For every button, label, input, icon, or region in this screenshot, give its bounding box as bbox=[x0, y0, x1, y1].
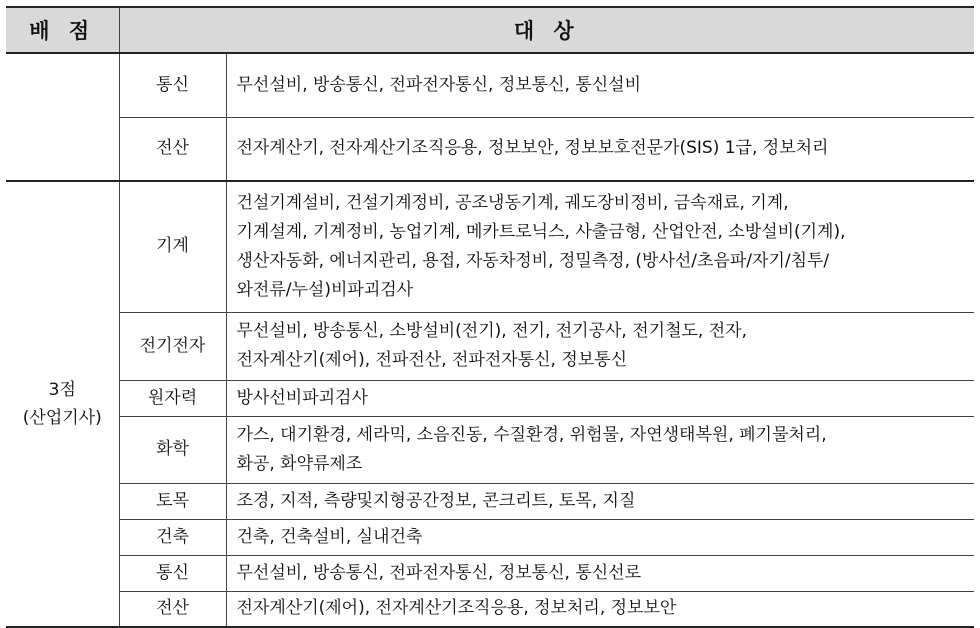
table-row bbox=[6, 181, 974, 312]
field-cell: 통신 bbox=[119, 555, 226, 591]
target-line: 기계설계, 기계정비, 농업기계, 메카트로닉스, 사출금형, 산업안전, 소방설비(기계), bbox=[236, 221, 846, 242]
target-cell bbox=[226, 555, 974, 591]
target-text: 무선설비, 방송통신, 전파전자통신, 정보통신, 통신선로 bbox=[236, 562, 642, 583]
field-cell: 원자력 bbox=[119, 380, 226, 416]
target-cell bbox=[226, 591, 974, 627]
eligibility-table bbox=[6, 6, 974, 628]
field-cell: 전산 bbox=[119, 591, 226, 627]
target-cell bbox=[226, 416, 974, 483]
table-row bbox=[6, 380, 974, 416]
table-header-row bbox=[6, 7, 974, 53]
score-text: (산업기사) bbox=[22, 408, 102, 428]
score-cell bbox=[6, 53, 119, 181]
target-text: 무선설비, 방송통신, 전파전자통신, 정보통신, 통신설비 bbox=[236, 74, 642, 95]
target-cell bbox=[226, 181, 974, 312]
table-row bbox=[6, 117, 974, 181]
target-line: 전자계산기(제어), 전파전산, 전파전자통신, 정보통신 bbox=[236, 350, 628, 370]
target-cell bbox=[226, 117, 974, 181]
score-text: 3점 bbox=[48, 380, 76, 400]
target-text: 전자계산기, 전자계산기조직응용, 정보보안, 정보보호전문가(SIS) 1급, 정보처리 bbox=[236, 138, 829, 159]
target-cell bbox=[226, 380, 974, 416]
table-row bbox=[6, 312, 974, 380]
field-cell: 토목 bbox=[119, 483, 226, 519]
target-cell bbox=[226, 483, 974, 519]
target-line: 가스, 대기환경, 세라믹, 소음진동, 수질환경, 위험물, 자연생태복원, 폐기물처리, bbox=[236, 424, 827, 445]
header-target: 대 상 bbox=[119, 7, 974, 53]
table-row bbox=[6, 483, 974, 519]
target-line: 와전류/누설)비파괴검사 bbox=[236, 279, 414, 300]
target-line: 화공, 화약류제조 bbox=[236, 453, 363, 474]
target-cell bbox=[226, 53, 974, 117]
target-cell bbox=[226, 312, 974, 380]
target-cell bbox=[226, 519, 974, 555]
target-line: 무선설비, 방송통신, 소방설비(전기), 전기, 전기공사, 전기철도, 전자, bbox=[236, 321, 747, 341]
target-text: 건축, 건축설비, 실내건축 bbox=[236, 526, 423, 547]
field-cell: 전기전자 bbox=[119, 312, 226, 380]
table-row bbox=[6, 519, 974, 555]
target-line: 생산자동화, 에너지관리, 용접, 자동차정비, 정밀측정, (방사선/초음파/자기/침투/ bbox=[236, 250, 830, 271]
field-cell: 기계 bbox=[119, 181, 226, 312]
field-cell: 통신 bbox=[119, 53, 226, 117]
target-text: 방사선비파괴검사 bbox=[236, 387, 368, 408]
table-row bbox=[6, 591, 974, 627]
target-line: 건설기계설비, 건설기계정비, 공조냉동기계, 궤도장비정비, 금속재료, 기계, bbox=[236, 192, 789, 213]
target-text: 조경, 지적, 측량및지형공간정보, 콘크리트, 토목, 지질 bbox=[236, 490, 636, 511]
field-cell: 건축 bbox=[119, 519, 226, 555]
score-cell bbox=[6, 181, 119, 627]
table-row bbox=[6, 555, 974, 591]
header-score: 배 점 bbox=[6, 7, 119, 53]
target-text: 전자계산기(제어), 전자계산기조직응용, 정보처리, 정보보안 bbox=[236, 598, 677, 619]
field-cell: 화학 bbox=[119, 416, 226, 483]
table-row bbox=[6, 416, 974, 483]
table-row bbox=[6, 53, 974, 117]
field-cell: 전산 bbox=[119, 117, 226, 181]
